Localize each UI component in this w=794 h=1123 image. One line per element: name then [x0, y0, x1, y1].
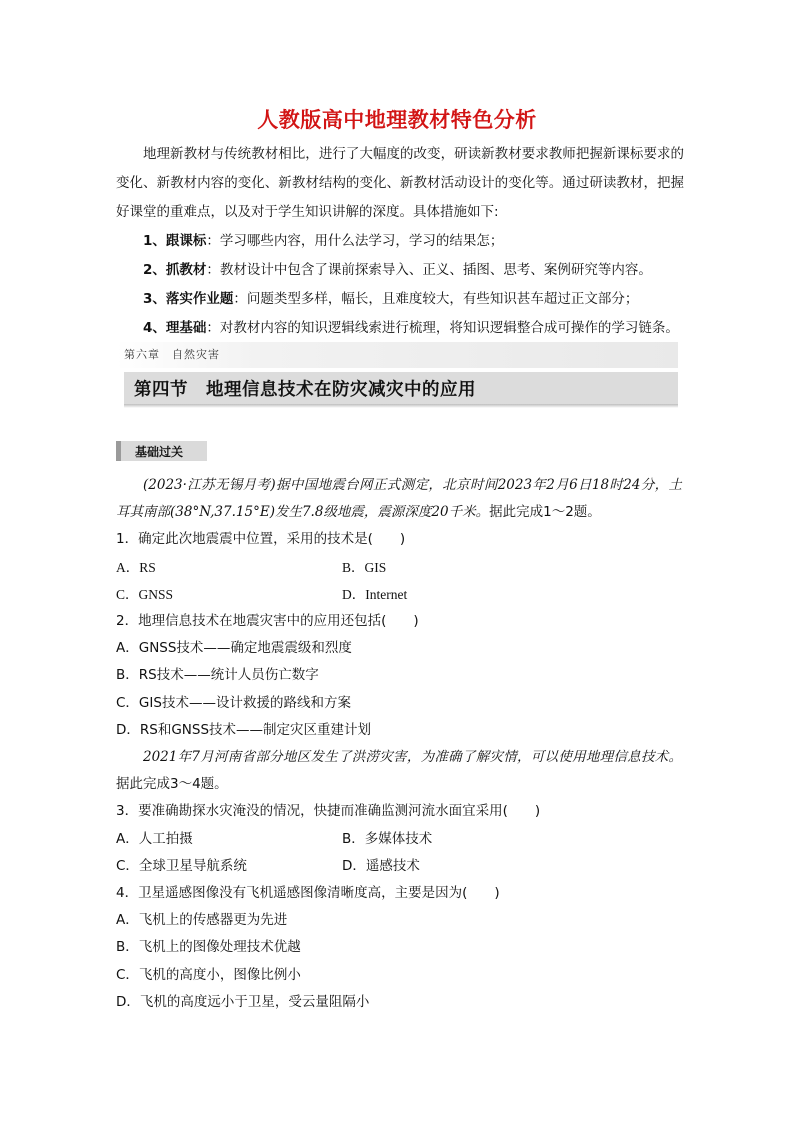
material-1 [116, 472, 682, 526]
section-title: 第四节 地理信息技术在防灾减灾中的应用 [134, 380, 476, 400]
measure-item [116, 256, 684, 285]
measure-item [116, 314, 684, 343]
question-1-options-row [116, 581, 682, 608]
question-4-stem: 4．卫星遥感图像没有飞机遥感图像清晰度高，主要是因为( ) [116, 885, 500, 902]
q4-option-a: A．飞机上的传感器更为先进 [116, 912, 288, 929]
q4-option-c: C．飞机的高度小，图像比例小 [116, 966, 301, 983]
basics-label: 基础过关 [135, 445, 184, 459]
material-1-source: (2023·江苏无锡月考) [143, 477, 276, 493]
q4-option-b: B．飞机上的图像处理技术优越 [116, 939, 301, 956]
measure-label: 1、跟课标 [143, 233, 207, 249]
measure-label: 3、落实作业题 [143, 291, 234, 307]
question-3-options-row [116, 853, 682, 880]
question-block [116, 472, 682, 1016]
measure-label: 2、抓教材 [143, 262, 207, 278]
q3-option-b: B．多媒体技术 [342, 830, 433, 847]
question-2-stem: 2．地理信息技术在地震灾害中的应用还包括( ) [116, 613, 419, 630]
chapter-label: 第六章 自然灾害 [124, 348, 220, 361]
question-1-options-row [116, 554, 682, 581]
q3-option-c: C．全球卫星导航系统 [116, 857, 247, 874]
q3-option-a: A．人工拍摄 [116, 830, 193, 847]
section-band-shadow [124, 404, 678, 408]
measure-text: ：对教材内容的知识逻辑线索进行梳理，将知识逻辑整合成可操作的学习链条。 [206, 320, 679, 336]
measure-item [116, 227, 684, 256]
q1-option-d: D．Internet [342, 586, 408, 602]
measure-text: ：教材设计中包含了课前探索导入、正义、插图、思考、案例研究等内容。 [206, 262, 652, 278]
q4-option-d: D．飞机的高度远小于卫星，受云量阻隔小 [116, 993, 370, 1010]
q2-option-c: C．GIS技术——设计救援的路线和方案 [116, 694, 351, 711]
question-1-stem: 1．确定此次地震震中位置，采用的技术是( ) [116, 531, 406, 548]
document-title: 人教版高中地理教材特色分析 [257, 108, 537, 132]
measure-text: ：学习哪些内容，用什么法学习，学习的结果怎； [206, 233, 504, 249]
question-3-stem: 3．要准确勘探水灾淹没的情况，快捷而准确监测河流水面宜采用( ) [116, 803, 541, 820]
material-2-tail: 据此完成3～4题。 [116, 776, 228, 793]
q1-option-b: B．GIS [342, 559, 387, 575]
q2-option-a: A．GNSS技术——确定地震震级和烈度 [116, 640, 352, 657]
question-3-options-row [116, 826, 682, 853]
measure-label: 4、理基础 [143, 320, 207, 336]
q1-option-c: C．GNSS [116, 586, 174, 602]
intro-block [116, 140, 684, 343]
measure-item [116, 285, 684, 314]
q2-option-b: B．RS技术——统计人员伤亡数字 [116, 667, 319, 684]
material-1-body: 据中国地震台网正式测定，北京时间2023年2月6日18时24分，土耳其南部(38°N,37.15°E)发生7.8级地震，震源深度20千米。 [116, 477, 682, 521]
q2-option-d: D．RS和GNSS技术——制定灾区重建计划 [116, 721, 372, 738]
material-1-tail: 据此完成1～2题。 [489, 504, 601, 521]
q3-option-d: D．遥感技术 [342, 857, 420, 874]
q1-option-a: A．RS [116, 559, 156, 575]
material-2-body: 2021年7月河南省部分地区发生了洪涝灾害，为准确了解灾情，可以使用地理信息技术。 [143, 749, 682, 766]
intro-paragraph: 地理新教材与传统教材相比，进行了大幅度的改变，研读新教材要求教师把握新课标要求的变化、新教材内容的变化、新教材结构的变化、新教材活动设计的变化等。通过研读教材，把握好课堂的重难点，以及对于学生知识讲解的深度。具体措施如下: [116, 146, 684, 220]
material-2 [116, 744, 682, 798]
measure-text: ：问题类型多样，幅长，且难度较大，有些知识甚车超过正文部分； [233, 291, 639, 307]
